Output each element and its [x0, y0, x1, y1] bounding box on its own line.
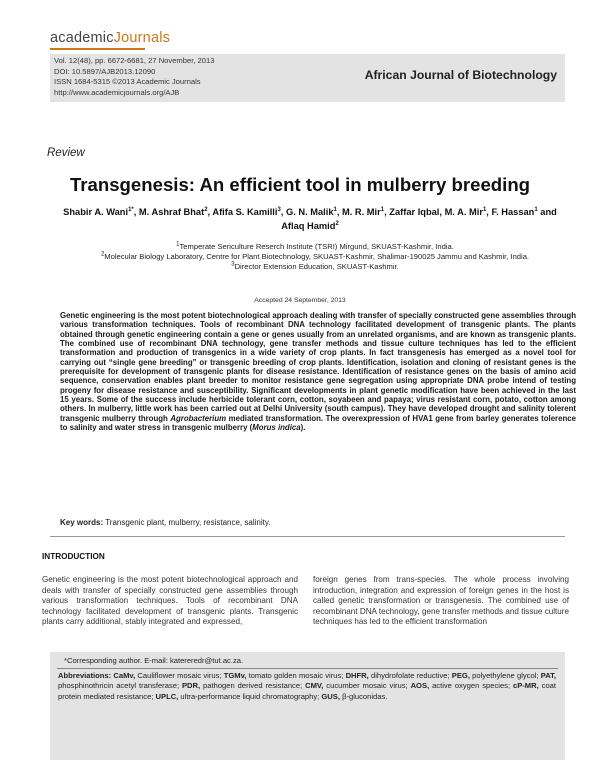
author: M. Ashraf Bhat$^2$,: [138, 206, 213, 217]
abbreviation-item: CMV, cucumber mosaic virus;: [305, 681, 411, 691]
abbreviation-item: GUS, β-gluconidas.: [321, 691, 388, 701]
journal-name: African Journal of Biotechnology: [364, 68, 557, 82]
issn-line: ISSN 1684-5315 ©2013 Academic Journals: [54, 77, 201, 87]
abbreviation-item: CaMv, Cauliflower mosaic virus;: [113, 671, 224, 680]
article-type: Review: [47, 147, 85, 159]
doi-line: DOI: 10.5897/AJB2013.12090: [54, 66, 156, 76]
author: Shabir A. Wani$^{1*}$,: [63, 206, 139, 217]
abbreviation-item: UPLC, ultra-performance liquid chromatography;: [155, 691, 322, 701]
author: Aflaq Hamid$^2$: [281, 220, 339, 231]
abbreviation-item: TGMv, tomato golden mosaic virus;: [223, 671, 346, 680]
author-list: [60, 205, 560, 233]
author: G. N. Malik$^1$,: [285, 206, 343, 217]
publisher-logo: [50, 30, 170, 46]
citation-lines: [54, 56, 214, 98]
volume-line: Vol. 12(48), pp. 6672-6681, 27 November, 2013: [54, 56, 215, 65]
affiliation: $^2$Molecular Biology Laboratory, Centre for Plant Biotechnology, SKUAST-Kashmir, Shalimar-190025 Jammu and Kashmir, India.: [100, 251, 530, 261]
abstract: Genetic engineering is the most potent biotechnological approach dealing with transfer of specially constructed gene assemblies through various transformation techniques. Tools of recombinant DNA technology facilitated development of transgenic plants. The plants obtained through genetic engineering contain a gene or genes usually from an unrelated organisms, and are known as transgenic plants. The combined use of recombinant DNA technology, gene transfer methods and tissue culture techniques has led to the efficient transformation and production of transgenics in a wide variety of crop plants. In fact transgenesis has emerged as a novel tool for carrying out “single gene breeding” or transgenic breeding of crop plants. Identification, isolation and cloning of resistant genes is the prerequisite for development of transgenic plants for disease resistance. Identification of resistance genes on the basis of amino acid sequence, conservation enables plant breeder to monitor resistance gene segregation using appropriate DNA probe intend of testing progeny for disease resistance and susceptibility. Significant developments in plant genetic modification have been achieved in the last 15 years. Some of the success include herbicide tolerant corn, cotton, soyabeen and papaya; virus resistant corn, potato, cotton among others. In mulberry, little work has been carried out at Delhi University (south campus). They have developed drought and salinity tolerent transgenic mulberry through Agrobacterium mediated transformation. The overexpression of HVA1 gene from barley generates tolerence to salinity and water stress in transgenic mulberry (Morus indica).: [60, 311, 576, 433]
abbreviation-item: PDR, pathogen derived resistance;: [181, 681, 306, 691]
logo-part-journals: Journals: [113, 30, 171, 46]
journal-info-box: [50, 54, 565, 102]
author: F. Hassan$^1$ and: [491, 206, 557, 217]
footnote-box: [50, 652, 565, 760]
keywords-text: Transgenic plant, mulberry, resistance, salinity.: [105, 518, 271, 527]
keywords: [60, 518, 270, 527]
accepted-date: Accepted 24 September, 2013: [254, 297, 346, 304]
abbreviations: Abbreviations: CaMv, Cauliflower mosaic virus; TGMv, tomato golden mosaic virus; DHFR, dihydrofolate reductive; PEG, polyethylene glycol; PAT, phosphinothricin acetyl transferase; PDR, pathogen derived resistance; CMV, cucumber mosaic virus; AOS, active oxygen species; cP-MR, coat protein mediated resistance; UPLC, ultra-performance liquid chromatography; GUS, β-gluconidas.: [58, 671, 557, 701]
body-column-left: Genetic engineering is the most potent biotechnological approach and deals with transfer of specially constructed gene assemblies through various transformation techniques. Tools of recombinant DNA technology facilitated development of transgenic plants. Transgenic plants carry additional, stably integrated and expressed,: [42, 575, 298, 627]
author: M. A. Mir$^1$,: [444, 206, 492, 217]
logo-part-academic: academic: [50, 30, 114, 46]
abbreviation-item: PAT, phosphinothricin acetyl transferase;: [58, 671, 557, 691]
abbreviation-item: DHFR, dihydrofolate reductive;: [345, 671, 452, 680]
corresponding-author: *Corresponding author. E-mail: katereredr@tut.ac.za.: [64, 656, 244, 665]
body-column-right: foreign genes from trans-species. The whole process involving introduction, integration and expression of foreign genes in the host is called genetic transformation or transgenesis. The combined use of recombinant DNA technology, gene transfer methods and tissue culture techniques has led to the efficient transformation: [313, 575, 569, 627]
abbreviation-item: PEG, polyethylene glycol;: [451, 671, 541, 680]
footnote-divider: [57, 668, 558, 669]
section-heading-introduction: INTRODUCTION: [42, 552, 105, 561]
author: M. R. Mir$^1$,: [342, 206, 390, 217]
author: Zaffar Iqbal,: [389, 207, 445, 217]
affiliation: $^1$Temperate Sericulture Reserch Institute (TSRI) Mirgund, SKUAST-Kashmir, India.: [176, 241, 454, 251]
abbreviation-item: cP-MR, coat protein mediated resistance;: [58, 681, 556, 701]
keywords-label: Key words:: [60, 518, 104, 527]
affiliations: [55, 242, 575, 272]
url-line[interactable]: http://www.academicjournals.org/AJB: [54, 87, 180, 97]
author: Afifa S. Kamilli$^3$,: [212, 206, 286, 217]
article-title: Transgenesis: An efficient tool in mulberry breeding: [69, 174, 531, 195]
logo-underline: [50, 48, 145, 50]
affiliation: $^3$Director Extension Education, SKUAST-Kashmir.: [231, 261, 399, 271]
divider: [50, 536, 565, 537]
abbreviation-item: AOS, active oxygen species;: [410, 681, 513, 691]
